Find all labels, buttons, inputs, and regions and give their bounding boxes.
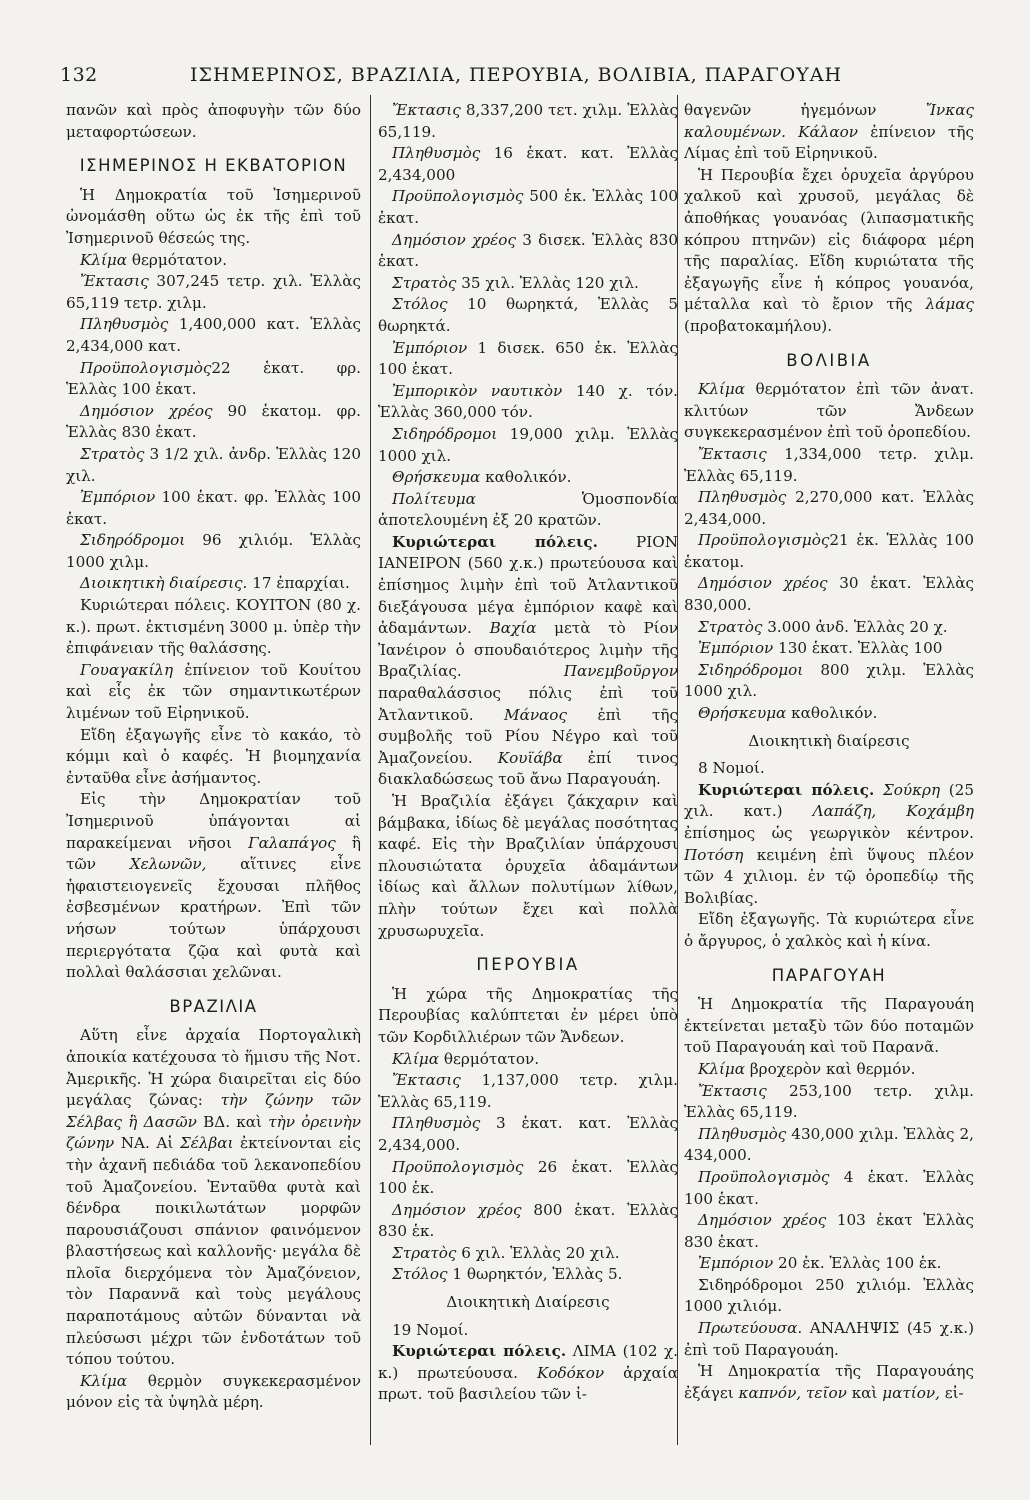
stat-climate: Κλίμα θερμότατον ἐπὶ τῶν ἀνατ. κλιτύων τῶν Ἄνδεων συγκεκερασμένον ἐπὶ τοῦ ὀροπεδίου. xyxy=(684,380,974,442)
stat-debt: Δημόσιον χρέος 90 ἑκατομ. φρ. Ἑλλὰς 830 ἑκατ. xyxy=(66,401,361,442)
stat-debt: Δημόσιον χρέος 800 ἑκατ. Ἑλλὰς 830 ἑκ. xyxy=(378,1200,678,1241)
admin-value: 8 Νομοί. xyxy=(698,759,765,778)
stat-population: Πληθυσμὸς 3 ἑκατ. κατ. Ἑλλὰς 2,434,000. xyxy=(378,1114,678,1154)
admin-heading: Διοικητικὴ διαίρεσις xyxy=(748,731,910,750)
stat-polity: Πολίτευμα Ὁμοσπονδία ἀποτελουμένη ἐξ 20 κρατῶν. xyxy=(378,489,678,530)
section-heading-bolivia: ΒΟΛΙΒΙΑ xyxy=(786,350,872,370)
column-rule xyxy=(370,95,371,1445)
stat-railways: Σιδηρόδρομοι 19,000 χιλμ. Ἑλλὰς 1000 χιλ. xyxy=(378,424,678,465)
stat-climate: Κλίμα θερμότατον. xyxy=(392,1049,540,1068)
paragraph: Γουαγακίλη ἐπίνειον τοῦ Κουίτου καὶ εἷς ἐκ τῶν σημαντικωτέρων λιμένων τοῦ Εἰρηνικοῦ. xyxy=(66,660,361,723)
stat-population: Πληθυσμὸς 1,400,000 κατ. Ἑλλὰς 2,434,000 κατ. xyxy=(66,315,361,355)
stat-population: Πληθυσμὸς 16 ἑκατ. κατ. Ἑλλὰς 2,434,000 xyxy=(378,144,678,184)
section-heading-ecuador: ΙΣΗΜΕΡΙΝΟΣ Η ΕΚΒΑΤΟΡΙΟΝ xyxy=(79,156,348,176)
paragraph: Κυριώτεραι πόλεις. ΛΙΜΑ (102 χ. κ.) πρωτεύουσα. Κοδόκον ἀρχαία πρωτ. τοῦ βασιλείου τῶν ἰ- xyxy=(378,1342,678,1404)
stat-debt: Δημόσιον χρέος 30 ἑκατ. Ἑλλὰς 830,000. xyxy=(684,574,974,615)
stat-religion: Θρήσκευμα καθολικόν. xyxy=(392,468,572,487)
stat-budget: Προϋπολογισμὸς 4 ἑκατ. Ἑλλὰς 100 ἑκατ. xyxy=(684,1167,974,1208)
paragraph: Αὕτη εἶνε ἀρχαία Πορτογαλικὴ ἀποικία κατέχουσα τὸ ἥμισυ τῆς Νοτ. Ἀμερικῆς. Ἡ χώρα διαιρεῖται εἰς δύο μεγάλας ζώνας: τὴν ζώνην τῶν Σέλβας ἢ Δασῶν ΒΔ. καὶ τὴν ὀρεινὴν ζώνην ΝΑ. Αἱ Σέλβαι ἐκτείνονται εἰς τὴν ἀχανῆ πεδιάδα τοῦ λεκανοπεδίου τοῦ Ἀμαζονείου. Ἐνταῦθα φυτὰ καὶ δένδρα ποικιλωτάτων μορφῶν παρουσιάζουσι σπάνιον φαινόμενον βλαστήσεως καὶ καλλονῆς· μεγάλα δὲ πλοῖα διερχόμενα τὸν Ἀμαζόνειον, τὸν Παραννᾶ καὶ τοὺς μεγάλους παραποτάμους αὐτῶν δύνανται νὰ πλεύσωσι μέχρι τῶν ἐνδοτάτων τοῦ τόπου τούτου. xyxy=(66,1026,361,1369)
stat-area: Ἔκτασις 1,334,000 τετρ. χιλμ. Ἑλλὰς 65,119. xyxy=(684,444,974,485)
stat-fleet: Στόλος 1 θωρηκτόν, Ἑλλὰς 5. xyxy=(392,1265,623,1284)
paragraph: Ἡ Δημοκρατία τῆς Παραγουάη ἐκτείνεται μεταξὺ τῶν δύο ποταμῶν τοῦ Παραγουάη καὶ τοῦ Παρανᾶ. xyxy=(684,995,974,1057)
stat-budget: Προϋπολογισμὸς21 ἑκ. Ἑλλὰς 100 ἑκατομ. xyxy=(684,531,974,571)
stat-army: Στρατὸς 6 χιλ. Ἑλλὰς 20 χιλ. xyxy=(392,1243,620,1262)
stat-capital: Πρωτεύουσα. ΑΝΑΛΗΨΙΣ (45 χ.κ.) ἐπὶ τοῦ Παραγουάη. xyxy=(684,1319,974,1359)
stat-climate: Κλίμα θερμότατον. xyxy=(80,250,228,269)
stat-fleet: Στόλος 10 θωρηκτά, Ἑλλὰς 5 θωρηκτά. xyxy=(378,295,678,335)
column-1 xyxy=(66,100,361,1480)
running-title: ΙΣΗΜΕΡΙΝΟΣ, ΒΡΑΖΙΛΙΑ, ΠΕΡΟΥΒΙΑ, ΒΟΛΙΒΙΑ, ΠΑΡΑΓΟΥΑΗ xyxy=(190,64,843,86)
stat-railways: Σιδηρόδρομοι 96 χιλιόμ. Ἑλλὰς 1000 χιλμ. xyxy=(66,531,361,571)
stat-debt: Δημόσιον χρέος 103 ἑκατ Ἑλλὰς 830 ἑκατ. xyxy=(684,1211,974,1251)
paragraph: Εἴδη ἐξαγωγῆς εἶνε τὸ κακάο, τὸ κόμμι καὶ ὁ καφές. Ἡ βιομηχανία ἐνταῦθα εἶνε ἀσήμαντος. xyxy=(66,725,361,787)
stat-trade: Ἐμπόριον 1 δισεκ. 650 ἑκ. Ἑλλὰς 100 ἑκατ. xyxy=(378,338,678,379)
stat-trade: Ἐμπόριον 20 ἑκ. Ἑλλὰς 100 ἑκ. xyxy=(698,1254,942,1273)
admin-heading: Διοικητικὴ Διαίρεσις xyxy=(446,1293,610,1312)
stat-area: Ἔκτασις 8,337,200 τετ. χιλμ. Ἑλλὰς 65,119. xyxy=(378,101,678,141)
paragraph: Ἡ χώρα τῆς Δημοκρατίας τῆς Περουβίας καλύπτεται ἐν μέρει ὑπὸ τῶν Κορδιλλιέρων τῶν Ἄνδεων. xyxy=(378,984,678,1046)
paragraph: Εἰς τὴν Δημοκρατίαν τοῦ Ἰσημερινοῦ ὑπάγονται αἱ παρακείμεναι νῆσοι Γαλαπάγος ἢ τῶν Χελωνῶν, αἵτινες εἶνε ἡφαιστειογενεῖς ἔχουσαι πλῆθος ἐσβεσμένων κρατήρων. Ἐπὶ τῶν νήσων τούτων ὑπάρχουσι περιεργότατα ζῷα καὶ φυτὰ καὶ πολλαὶ θαλάσσιαι χελῶναι. xyxy=(66,790,361,982)
paragraph: πανῶν καὶ πρὸς ἀποφυγὴν τῶν δύο μεταφορτώσεων. xyxy=(66,101,361,141)
stat-budget: Προϋπολογισμὸς 500 ἑκ. Ἑλλὰς 100 ἑκατ. xyxy=(378,187,678,227)
stat-population: Πληθυσμὸς 2,270,000 κατ. Ἑλλὰς 2,434,000. xyxy=(684,488,974,528)
stat-army: Στρατὸς 3 1/2 χιλ. ἀνδρ. Ἑλλὰς 120 χιλ. xyxy=(66,444,361,485)
stat-climate: Κλίμα βροχερὸν καὶ θερμόν. xyxy=(698,1059,916,1078)
paragraph: Ἡ Δημοκρατία τῆς Παραγουάης ἐξάγει καπνόν, τεῖον καὶ ματίον, εἰ- xyxy=(684,1362,974,1402)
paragraph: Ἡ Δημοκρατία τοῦ Ἰσημερινοῦ ὠνομάσθη οὕτω ὡς ἐκ τῆς ἐπὶ τοῦ Ἰσημερινοῦ θέσεώς της. xyxy=(66,185,361,247)
stat-railways: Σιδηρόδρομοι 250 χιλιόμ. Ἑλλὰς 1000 χιλιόμ. xyxy=(684,1275,974,1316)
paragraph: θαγενῶν ἡγεμόνων Ἴνκας καλουμένων. Κάλαον ἐπίνειον τῆς Λίμας ἐπὶ τοῦ Εἰρηνικοῦ. xyxy=(684,101,974,163)
page-header xyxy=(60,62,960,92)
paragraph: Κυριώτεραι πόλεις. ΚΟΥΙΤΟΝ (80 χ. κ.). πρωτ. ἐκτισμένη 3000 μ. ὑπὲρ τὴν ἐπιφάνειαν τῆς θαλάσσης. xyxy=(66,596,361,658)
stat-railways: Σιδηρόδρομοι 800 χιλμ. Ἑλλὰς 1000 χιλ. xyxy=(684,660,974,701)
stat-trade: Ἐμπόριον 130 ἑκατ. Ἑλλὰς 100 xyxy=(698,639,943,658)
stat-area: Ἔκτασις 253,100 τετρ. χιλμ. Ἑλλὰς 65,119. xyxy=(684,1081,974,1122)
paragraph: Κυριώτεραι πόλεις. ΡΙΟΝ ΙΑΝΕΙΡΟΝ (560 χ.κ.) πρωτεύουσα καὶ ἐπίσημος λιμὴν ἐπὶ τοῦ Ἀτλαντικοῦ διεξάγουσα μέγα ἐμπόριον καφὲ καὶ ἀδαμάντων. Βαχία μετὰ τὸ Ρίον Ἰανέιρον ὁ σπουδαιότερος λιμὴν τῆς Βραζιλίας. Πανεμβοῦργον παραθαλάσσιος πόλις ἐπὶ τοῦ Ἀτλαντικοῦ. Μάναος ἐπὶ τῆς συμβολῆς τοῦ Ρίου Νέγρο καὶ τοῦ Ἀμαζονείου. Κουϊάβα ἐπί τινος διακλαδώσεως τοῦ ἄνω Παραγουάη. xyxy=(378,532,678,789)
paragraph: Ἡ Περουβία ἔχει ὀρυχεῖα ἀργύρου χαλκοῦ καὶ χρυσοῦ, μεγάλας δὲ ἀποθήκας γουανόας (λιπασματικῆς κόπρου πτηνῶν) εἰς διάφορα μέρη τῆς παραλίας. Εἴδη κυριώτατα τῆς ἐξαγωγῆς εἶνε ἡ κόπρος γουανόα, μέταλλα καὶ τὸ ἔριον τῆς λάμας (προβατοκαμήλου). xyxy=(684,165,974,335)
column-2 xyxy=(378,100,678,1480)
page-number: 132 xyxy=(60,64,98,86)
stat-religion: Θρήσκευμα καθολικόν. xyxy=(698,704,878,723)
paragraph: Ἡ Βραζιλία ἐξάγει ζάκχαριν καὶ βάμβακα, ἰδίως δὲ μεγάλας ποσότητας καφέ. Εἰς τὴν Βραζιλίαν ὑπάρχουσι πλουσιώτατα ὀρυχεῖα ἀδαμάντων ἰδίως καὶ ἄλλων πολυτίμων λίθων, πλὴν τούτων ἔχει καὶ πολλὰ χρυσωρυχεῖα. xyxy=(378,792,678,940)
stat-trade: Ἐμπόριον 100 ἑκατ. φρ. Ἑλλὰς 100 ἑκατ. xyxy=(66,488,361,528)
stat-army: Στρατὸς 35 χιλ. Ἑλλὰς 120 χιλ. xyxy=(392,273,639,292)
stat-admin: Διοικητικὴ διαίρεσις. 17 ἐπαρχίαι. xyxy=(80,574,350,593)
section-heading-paraguay: ΠΑΡΑΓΟΥΑΗ xyxy=(771,965,887,985)
stat-area: Ἔκτασις 307,245 τετρ. χιλ. Ἑλλὰς 65,119 τετρ. χιλμ. xyxy=(66,272,361,312)
stat-budget: Προϋπολογισμὸς 26 ἑκατ. Ἑλλὰς 100 ἑκ. xyxy=(378,1157,678,1198)
stat-army: Στρατὸς 3.000 ἀνδ. Ἑλλὰς 20 χ. xyxy=(698,617,948,636)
section-heading-brazil: ΒΡΑΖΙΛΙΑ xyxy=(169,996,258,1016)
stat-merchant-navy: Ἐμπορικὸν ναυτικὸν 140 χ. τόν. Ἑλλὰς 360,000 τόν. xyxy=(378,381,678,422)
stat-debt: Δημόσιον χρέος 3 δισεκ. Ἑλλὰς 830 ἑκατ. xyxy=(378,230,678,271)
stat-population: Πληθυσμὸς 430,000 χιλμ. Ἑλλὰς 2, 434,000. xyxy=(684,1124,974,1165)
paragraph: Εἴδη ἐξαγωγῆς. Τὰ κυριώτερα εἶνε ὁ ἄργυρος, ὁ χαλκὸς καὶ ἡ κίνα. xyxy=(684,910,974,950)
stat-budget: Προϋπολογισμὸς22 ἑκατ. φρ. Ἑλλὰς 100 ἑκατ. xyxy=(66,358,361,399)
admin-value: 19 Νομοί. xyxy=(392,1320,469,1339)
stat-area: Ἔκτασις 1,137,000 τετρ. χιλμ. Ἑλλὰς 65,119. xyxy=(378,1071,678,1111)
section-heading-peru: ΠΕΡΟΥΒΙΑ xyxy=(476,955,580,975)
stat-climate: Κλίμα θερμὸν συγκεκερασμένον μόνον εἰς τὰ ὑψηλὰ μέρη. xyxy=(66,1371,361,1412)
column-3 xyxy=(684,100,974,1480)
paragraph: Κυριώτεραι πόλεις. Σούκρη (25 χιλ. κατ.) Λαπάζη, Κοχάμβη ἐπίσημος ὡς γεωργικὸν κέντρον. Ποτόση κειμένη ἐπὶ ὕψους πλέον τῶν 4 χιλιομ. ἐν τῷ ὀροπεδίῳ τῆς Βολιβίας. xyxy=(684,780,974,907)
